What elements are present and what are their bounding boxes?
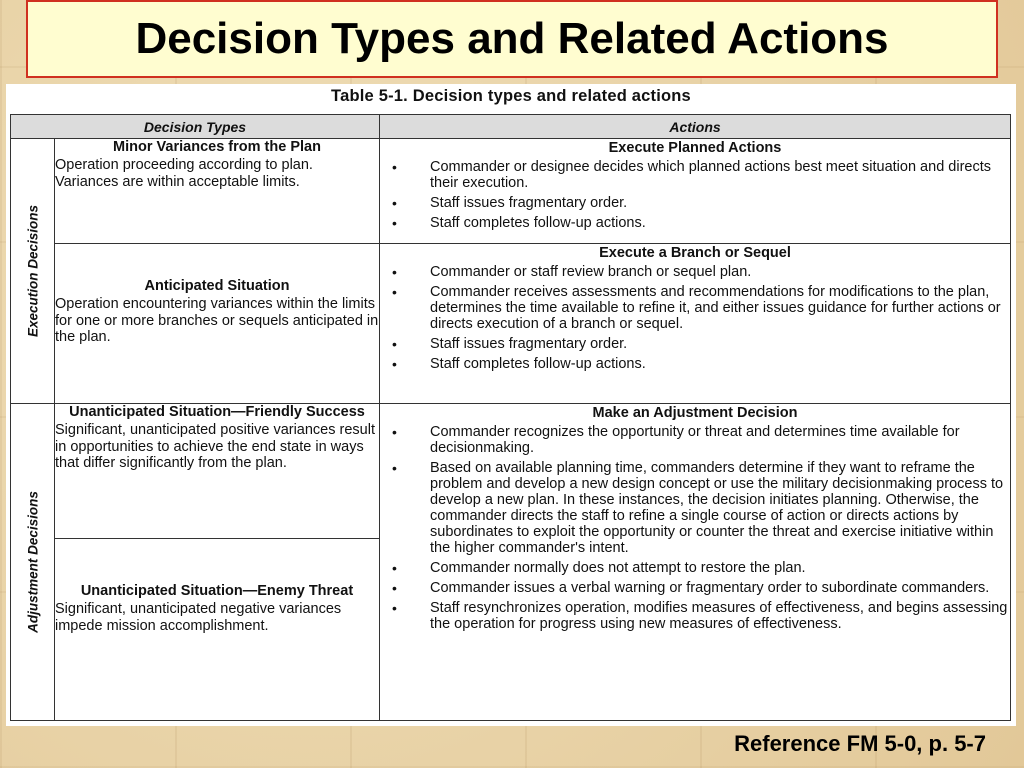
group-label-cell (11, 404, 55, 721)
slide-title: Decision Types and Related Actions (135, 14, 889, 63)
decision-type-heading: Unanticipated Situation—Enemy Threat (80, 583, 354, 599)
list-item: • Staff completes follow-up actions. (392, 215, 646, 231)
list-item: • Commander normally does not attempt to restore the plan. (392, 560, 806, 576)
bullet-icon: • (392, 424, 397, 440)
bullet-icon: • (392, 336, 397, 352)
action-heading: Execute Planned Actions (608, 140, 782, 156)
table-row (11, 139, 1011, 244)
decision-type-description: Significant, unanticipated negative variances impede mission accomplishment. (55, 601, 342, 634)
list-item: • Commander receives assessments and recommendations for modifications to the plan, determines the time available to refine it, and either issues guidance for further actions or directs execution of a branch or sequel. (392, 284, 1001, 332)
decision-table (10, 114, 1011, 721)
actions-cell (380, 139, 1011, 244)
list-item: • Commander issues a verbal warning or fragmentary order to subordinate commanders. (392, 580, 990, 596)
group-label-adjustment: Adjustment Decisions (25, 491, 40, 633)
bullet-icon: • (392, 356, 397, 372)
decision-type-description: Significant, unanticipated positive variances result in opportunities to achieve the end state in ways that differ significantly from the plan. (55, 422, 375, 471)
group-label-cell (11, 139, 55, 404)
reference-note: Reference FM 5-0, p. 5-7 (734, 731, 986, 756)
bullet-icon: • (392, 580, 397, 596)
bullet-icon: • (392, 460, 397, 476)
list-item: • Staff issues fragmentary order. (392, 195, 628, 211)
table-header-row (11, 115, 1011, 139)
list-item: • Commander recognizes the opportunity or threat and determines time available for decisionmaking. (392, 424, 960, 456)
action-heading: Make an Adjustment Decision (592, 405, 798, 421)
bullet-icon: • (392, 600, 397, 616)
decision-type-heading: Anticipated Situation (144, 278, 290, 294)
list-item: • Staff completes follow-up actions. (392, 356, 646, 372)
list-item: • Commander or staff review branch or sequel plan. (392, 264, 752, 280)
list-item: • Commander or designee decides which planned actions best meet situation and directs their execution. (392, 159, 991, 191)
bullet-icon: • (392, 215, 397, 231)
header-decision-types: Decision Types (11, 115, 380, 139)
decision-type-heading: Minor Variances from the Plan (113, 139, 321, 155)
decision-type-description: Operation encountering variances within the limits for one or more branches or sequels anticipated in the plan. (55, 296, 379, 345)
list-item: • Staff resynchronizes operation, modifies measures of effectiveness, and begins assessing the operation for progress using new measures of effectiveness. (392, 600, 1008, 632)
action-list (380, 159, 1010, 231)
bullet-icon: • (392, 195, 397, 211)
document-image (6, 84, 1016, 726)
decision-type-heading: Unanticipated Situation—Friendly Success (69, 404, 365, 420)
decision-type-cell (55, 539, 380, 721)
header-actions: Actions (380, 115, 1011, 139)
bullet-icon: • (392, 560, 397, 576)
decision-type-cell (55, 244, 380, 404)
action-heading: Execute a Branch or Sequel (599, 245, 791, 261)
table-caption: Table 5-1. Decision types and related actions (331, 87, 691, 105)
list-item: • Staff issues fragmentary order. (392, 336, 628, 352)
decision-type-description: Operation proceeding according to plan. Variances are within acceptable limits. (55, 157, 313, 190)
actions-cell (380, 244, 1011, 404)
decision-type-cell (55, 404, 380, 539)
slide-title-box (26, 0, 998, 78)
actions-cell (380, 404, 1011, 721)
action-list (380, 264, 1010, 372)
table-row (11, 244, 1011, 404)
bullet-icon: • (392, 284, 397, 300)
decision-type-cell (55, 139, 380, 244)
bullet-icon: • (392, 159, 397, 175)
bullet-icon: • (392, 264, 397, 280)
table-row (11, 404, 1011, 539)
list-item: • Based on available planning time, commanders determine if they want to reframe the problem and develop a new design concept or use the military decisionmaking process to develop a new plan. In these instances, the decision initiates planning. Otherwise, the commander directs the staff to refine a single course of action or directs actions by subordinates to exploit the opportunity or counter the threat and exercise initiative within the higher commander's intent. (392, 460, 1004, 556)
action-list (380, 424, 1010, 632)
group-label-execution: Execution Decisions (25, 204, 40, 338)
